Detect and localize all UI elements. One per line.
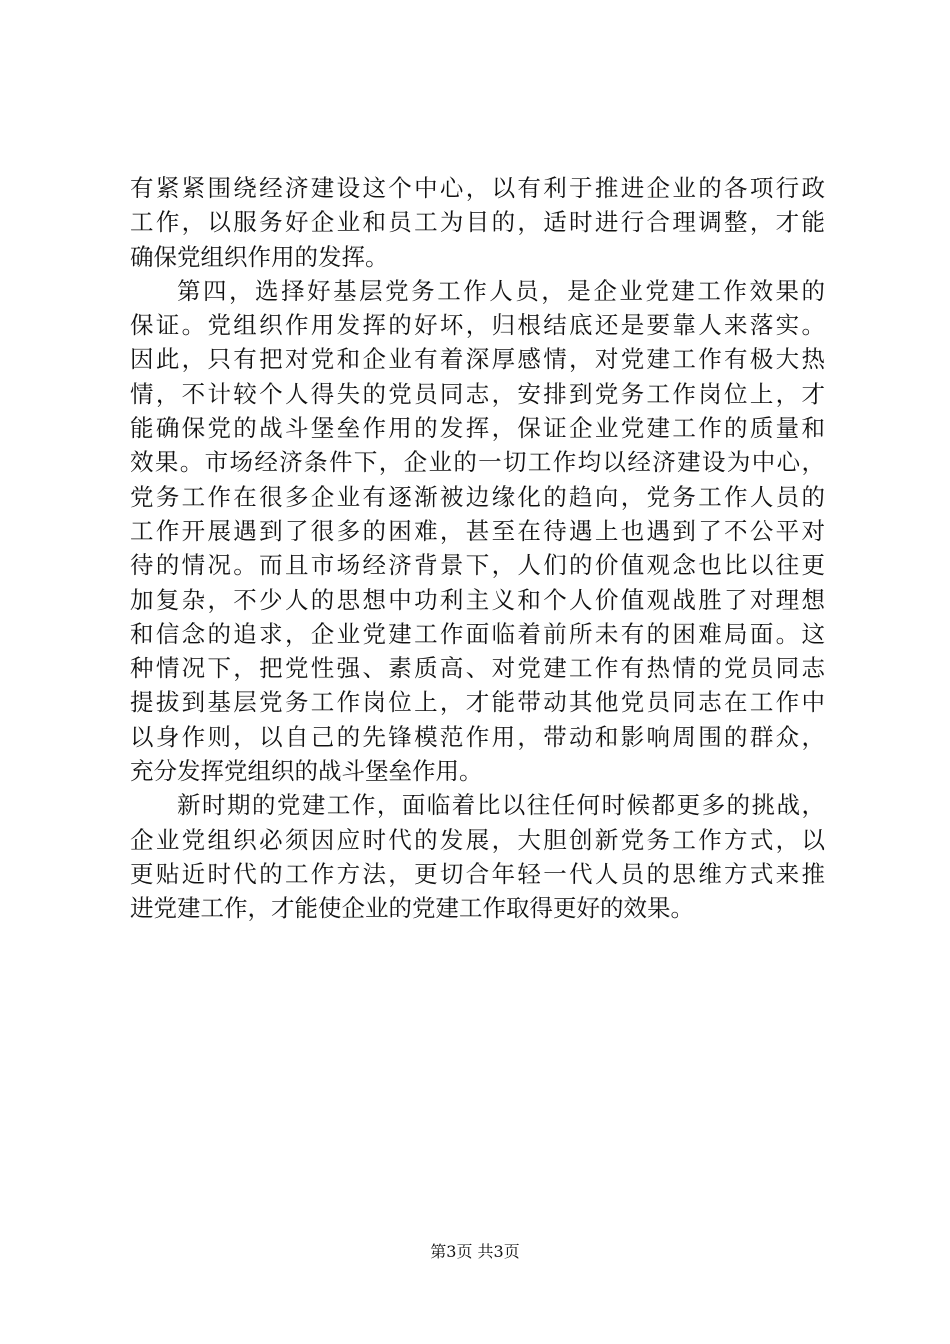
text-line: 工作开展遇到了很多的困难，甚至在待遇上也遇到了不公平对 [130, 516, 825, 545]
text-line: 以身作则，以自己的先锋模范作用，带动和影响周围的群众， [130, 722, 825, 751]
text-line: 能确保党的战斗堡垒作用的发挥，保证企业党建工作的质量和 [130, 414, 825, 443]
text-line: 充分发挥党组织的战斗堡垒作用。 [130, 757, 483, 786]
text-line: 因此，只有把对党和企业有着深厚感情，对党建工作有极大热 [130, 345, 825, 374]
text-line: 种情况下，把党性强、素质高、对党建工作有热情的党员同志 [130, 654, 825, 683]
text-line: 保证。党组织作用发挥的好坏，归根结底还是要靠人来落实。 [130, 311, 825, 340]
text-line: 加复杂，不少人的思想中功利主义和个人价值观战胜了对理想 [130, 585, 825, 614]
body-text [130, 171, 825, 926]
text-line: 企业党组织必须因应时代的发展，大胆创新党务工作方式，以 [130, 825, 825, 854]
text-line: 效果。市场经济条件下，企业的一切工作均以经济建设为中心， [130, 448, 825, 477]
text-line: 进党建工作，才能使企业的党建工作取得更好的效果。 [130, 894, 694, 923]
text-line: 更贴近时代的工作方法，更切合年轻一代人员的思维方式来推 [130, 859, 825, 888]
text-line: 待的情况。而且市场经济背景下，人们的价值观念也比以往更 [130, 551, 825, 580]
text-line: 工作，以服务好企业和员工为目的，适时进行合理调整，才能 [130, 208, 825, 237]
text-line: 第四，选择好基层党务工作人员，是企业党建工作效果的 [177, 276, 825, 305]
text-line: 确保党组织作用的发挥。 [130, 242, 389, 271]
text-line: 情，不计较个人得失的党员同志，安排到党务工作岗位上，才 [130, 379, 825, 408]
text-line: 有紧紧围绕经济建设这个中心，以有利于推进企业的各项行政 [130, 174, 825, 202]
text-line: 和信念的追求，企业党建工作面临着前所未有的困难局面。这 [130, 619, 825, 648]
text-line: 提拔到基层党务工作岗位上，才能带动其他党员同志在工作中 [130, 688, 825, 717]
text-line: 新时期的党建工作，面临着比以往任何时候都更多的挑战， [177, 791, 825, 820]
text-line: 党务工作在很多企业有逐渐被边缘化的趋向，党务工作人员的 [130, 482, 825, 511]
page-footer: 第3页 共3页 [430, 1242, 520, 1261]
